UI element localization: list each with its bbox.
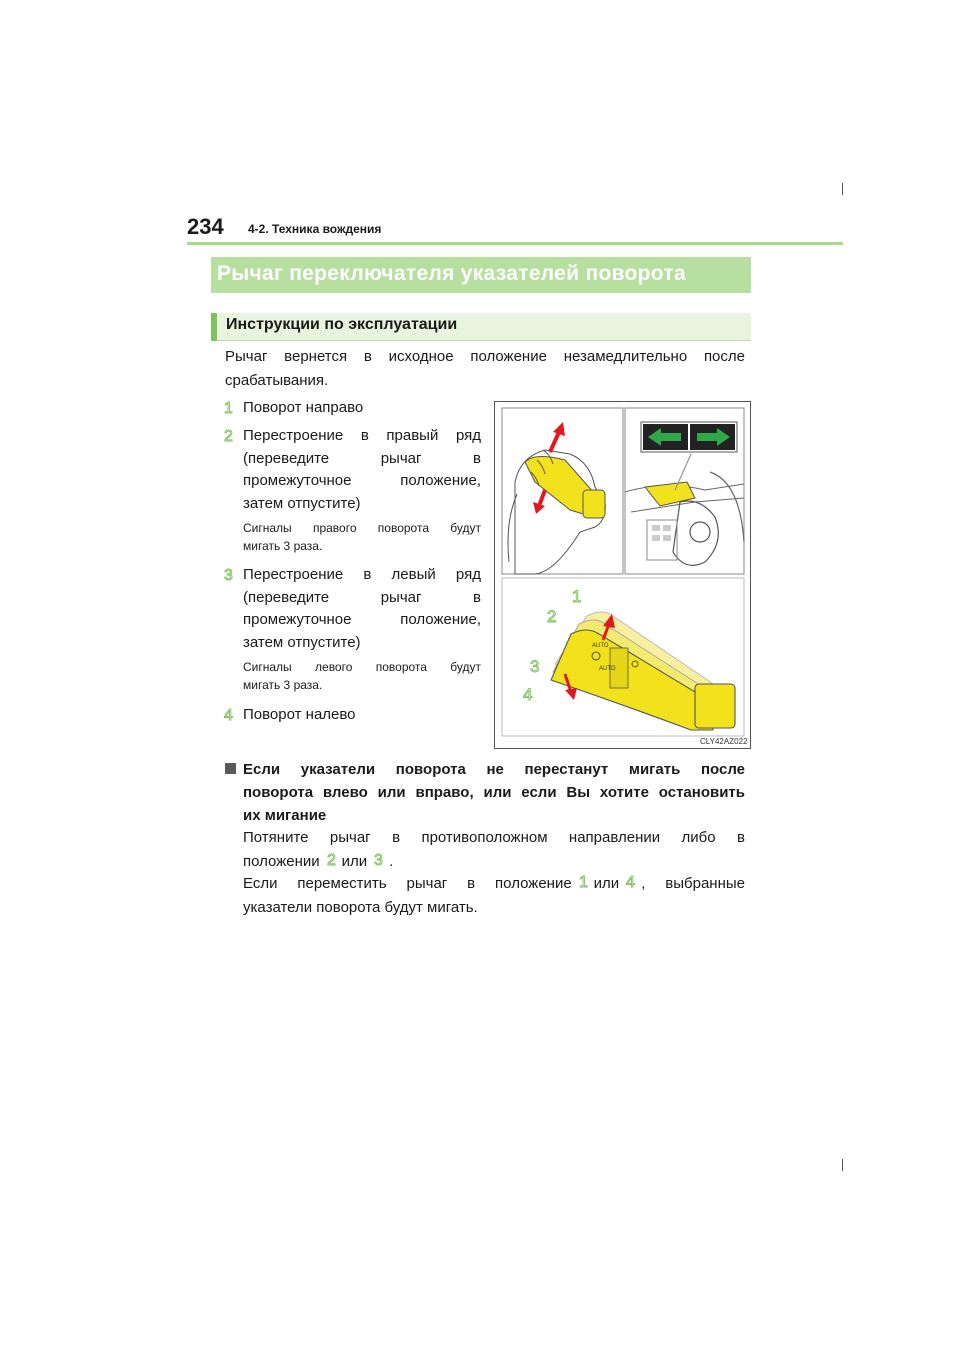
item-3-note: Сигналы левого поворота будут мигать 3 раза. bbox=[243, 660, 481, 692]
svg-text:4: 4 bbox=[626, 874, 636, 890]
header-rule bbox=[187, 242, 843, 245]
number-1-inline-icon bbox=[576, 873, 590, 890]
item-2-note: Сигналы правого поворота будут мигать 3 раза. bbox=[243, 521, 481, 553]
svg-text:2: 2 bbox=[224, 428, 233, 444]
svg-text:4: 4 bbox=[224, 707, 233, 723]
subtitle-bar bbox=[211, 313, 751, 341]
svg-text:3: 3 bbox=[530, 657, 540, 676]
section2-paragraph-1: Потяните рычаг в противоположном направлении либо в положении 2 или 3 . bbox=[243, 829, 745, 870]
svg-text:4: 4 bbox=[523, 685, 533, 704]
svg-text:AUTO: AUTO bbox=[599, 666, 616, 672]
svg-text:1: 1 bbox=[572, 587, 582, 606]
crop-mark bbox=[842, 1159, 843, 1171]
subtitle: Инструкции по эксплуатации bbox=[226, 316, 458, 333]
number-2-inline-icon bbox=[324, 851, 338, 868]
title-bar bbox=[211, 257, 751, 293]
svg-text:CLY42AZ022: CLY42AZ022 bbox=[700, 737, 748, 746]
svg-text:2: 2 bbox=[547, 607, 557, 626]
svg-text:1: 1 bbox=[224, 400, 233, 416]
number-3-inline-icon bbox=[371, 851, 385, 868]
number-1-icon bbox=[221, 399, 235, 416]
crop-mark bbox=[842, 183, 843, 195]
section2-paragraph-2: Если переместить рычаг в положение 1 или 4 , выбранные указатели поворота будут мигать. bbox=[243, 874, 745, 916]
page-number: 234 bbox=[187, 214, 224, 239]
intro-text: Рычаг вернется в исходное положение незамедлительно после срабатывания. bbox=[225, 348, 745, 389]
illustration-drawing bbox=[495, 402, 750, 748]
number-2-icon bbox=[221, 427, 235, 444]
bullet-heading: Если указатели поворота не перестанут мигать после поворота влево или вправо, или если Вы хотите остановить их мигание bbox=[225, 758, 745, 827]
svg-text:2: 2 bbox=[326, 852, 336, 868]
item-4-text: Поворот налево bbox=[243, 706, 356, 723]
svg-text:1: 1 bbox=[578, 874, 588, 890]
page-title: Рычаг переключателя указателей поворота bbox=[217, 262, 686, 285]
number-3-icon bbox=[221, 566, 235, 583]
number-4-inline-icon bbox=[623, 873, 637, 890]
turn-signal-illustration bbox=[494, 401, 751, 749]
svg-text:3: 3 bbox=[224, 567, 233, 583]
item-3-text: Перестроение в левый ряд (переведите рычаг в промежуточное положение, затем отпустите) bbox=[243, 566, 481, 651]
svg-text:AUTO: AUTO bbox=[592, 643, 609, 649]
number-4-icon bbox=[221, 706, 235, 723]
item-2-text: Перестроение в правый ряд (переведите рычаг в промежуточное положение, затем отпустите) bbox=[243, 427, 481, 512]
section-label: 4-2. Техника вождения bbox=[248, 222, 382, 236]
bullet-square-icon bbox=[225, 763, 236, 774]
svg-text:3: 3 bbox=[374, 852, 384, 868]
item-1-text: Поворот направо bbox=[243, 399, 364, 416]
